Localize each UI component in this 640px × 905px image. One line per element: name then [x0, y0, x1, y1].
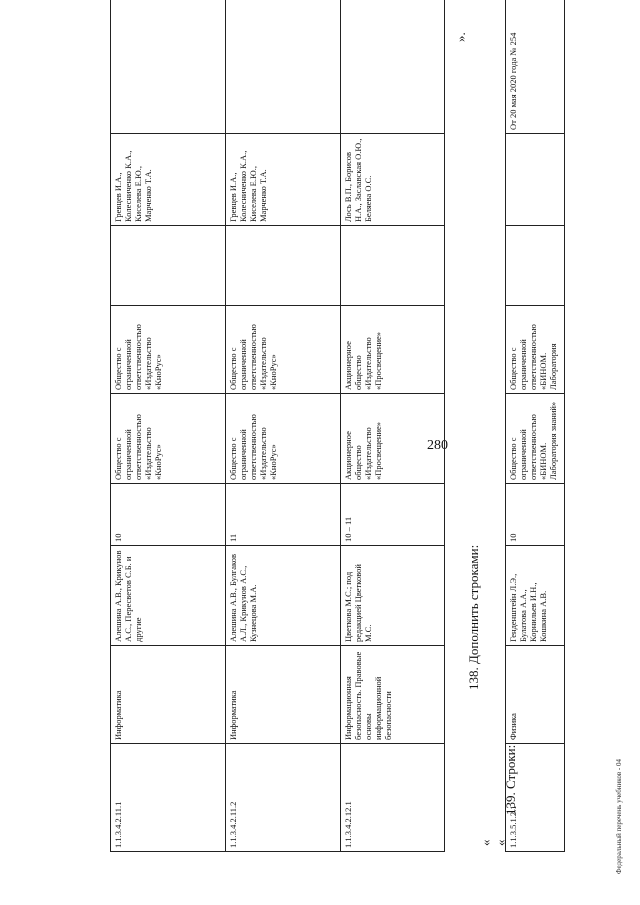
table-row	[341, 0, 445, 852]
publisher-cell: Общество с ограниченной ответственностью «БИНОМ. Лаборатория знаний»	[506, 394, 565, 484]
grade-cell: 10 – 11	[341, 484, 445, 546]
section-138-close-quote: ».	[453, 32, 468, 42]
publisher-cell: Общество с ограниченной ответственностью «Издательство «КноРус»	[111, 394, 226, 484]
code-cell: 1.1.3.4.2.12.1	[341, 744, 445, 852]
section-138-heading: 138. Дополнить строками:	[466, 544, 481, 690]
table-row	[111, 0, 226, 852]
empty-cell	[341, 226, 445, 306]
subject-cell: Информатика	[111, 646, 226, 744]
subject-cell: Информатика	[226, 646, 341, 744]
code-cell: 1.1.3.5.1.2.1	[506, 744, 565, 852]
applicant-cell: Общество с ограниченной ответственностью «Издательство «КноРус»	[226, 306, 341, 394]
subject-cell: Физика	[506, 646, 565, 744]
authors-cell: Алешина А.В., Крикунов А.С., Пересветов С.Б. и другие	[111, 546, 226, 646]
publisher-cell: Общество с ограниченной ответственностью «Издательство «КноРус»	[226, 394, 341, 484]
section-138-open-quote: «	[478, 839, 493, 846]
experts-cell	[506, 134, 565, 226]
code-cell: 1.1.3.4.2.11.1	[111, 744, 226, 852]
section-139-heading: 139. Строки:	[503, 744, 518, 815]
order-cell: От 20 мая 2020 года № 254	[506, 0, 565, 134]
order-cell	[341, 0, 445, 134]
applicant-cell: Общество с ограниченной ответственностью «БИНОМ. Лаборатория	[506, 306, 565, 394]
page-number: 280	[427, 438, 448, 453]
subject-cell: Информационная безопасность. Правовые основы информационной безопасности	[341, 646, 445, 744]
empty-cell	[111, 226, 226, 306]
experts-cell: Лось В.П., Борисов Н.А., Заславская О.Ю., Беляева О.С.	[341, 134, 445, 226]
authors-cell: Цветкова М.С.; под редакцией Цветковой М.С.	[341, 546, 445, 646]
experts-cell: Гревцев И.А., Колесниченко К.А., Киселева Е.Ю., Марченко Т.А.	[111, 134, 226, 226]
order-cell	[226, 0, 341, 134]
empty-cell	[226, 226, 341, 306]
grade-cell: 10	[506, 484, 565, 546]
section-139-table	[505, 0, 565, 852]
applicant-cell: Общество с ограниченной ответственностью «Издательство «КноРус»	[111, 306, 226, 394]
section-139-open-quote: «	[493, 839, 508, 846]
authors-cell: Алешина А.В., Булгаков А.Л., Крикунов А.С., Кузнецова М.А.	[226, 546, 341, 646]
publisher-cell: Акционерное общество «Издательство «Просвещение»	[341, 394, 445, 484]
grade-cell: 11	[226, 484, 341, 546]
order-cell	[111, 0, 226, 134]
grade-cell: 10	[111, 484, 226, 546]
table-row	[226, 0, 341, 852]
table-row	[506, 0, 565, 852]
experts-cell: Гревцев И.А., Колесниченко К.А., Киселева Е.Ю., Марченко Т.А.	[226, 134, 341, 226]
authors-cell: Генденштейн Л.Э., Булатова А.А., Корнильев И.Н., Кошкина А.В.	[506, 546, 565, 646]
applicant-cell: Акционерное общество «Издательство «Просвещение»	[341, 306, 445, 394]
code-cell: 1.1.3.4.2.11.2	[226, 744, 341, 852]
section-138-table	[110, 0, 445, 852]
empty-cell	[506, 226, 565, 306]
page-footer: Федеральный перечень учебников - 04	[615, 759, 623, 874]
